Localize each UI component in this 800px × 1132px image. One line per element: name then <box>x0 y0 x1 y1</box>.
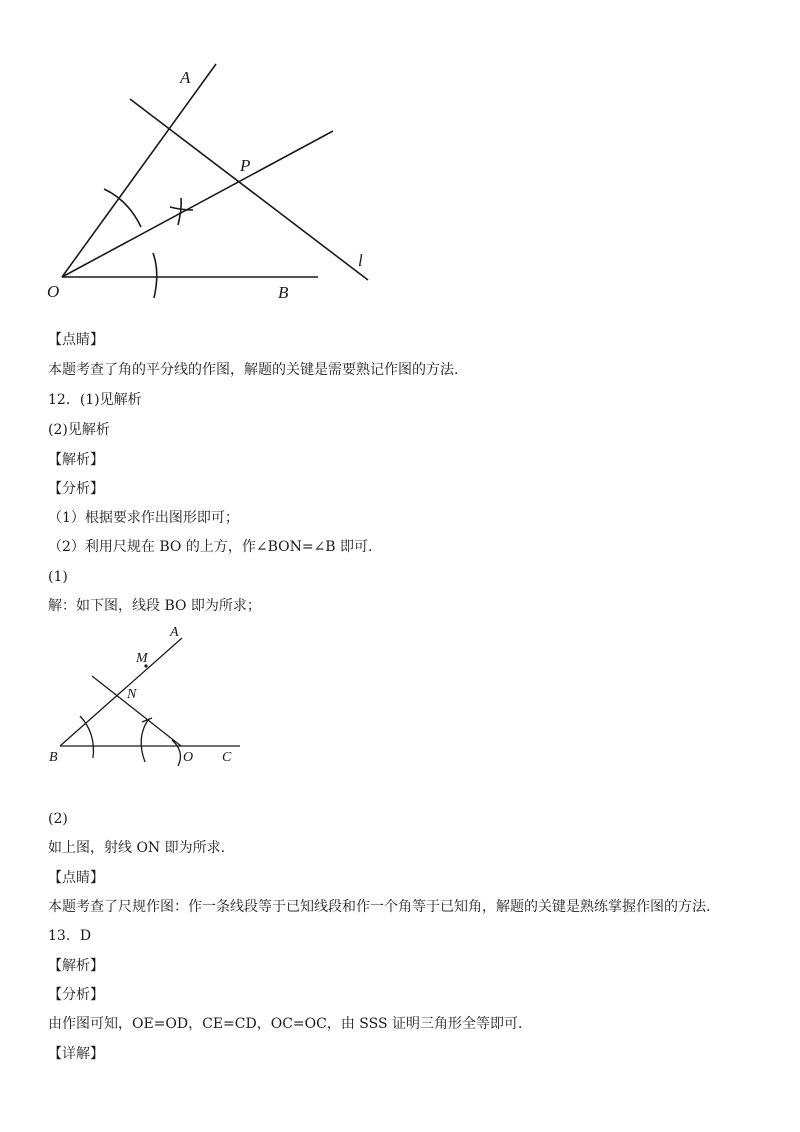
line-l <box>130 99 368 280</box>
jiexi-heading-2: 【解析】 <box>48 958 104 974</box>
label-B: B <box>49 750 58 765</box>
fenxi-heading-2: 【分析】 <box>48 987 104 1003</box>
summary-text-2: 本题考查了尺规作图：作一条线段等于已知线段和作一个角等于已知角，解题的关键是熟练掌握作图的方法. <box>48 899 711 915</box>
summary-text-1: 本题考查了角的平分线的作图，解题的关键是需要熟记作图的方法. <box>48 362 459 378</box>
ray-OA <box>62 64 216 277</box>
question-13: 13．D <box>48 928 92 944</box>
question-12-part1: 12．(1)见解析 <box>48 392 142 408</box>
label-A: A <box>180 68 191 87</box>
dianjing-heading-2: 【点睛】 <box>48 870 104 886</box>
figure-angle-bisector <box>0 0 800 310</box>
analysis-line-1: （1）根据要求作出图形即可； <box>48 510 239 526</box>
ray-BA <box>60 638 182 746</box>
dianjing-heading-1: 【点睛】 <box>48 332 104 348</box>
arc-at-O <box>141 720 148 762</box>
jiexi-heading-1: 【解析】 <box>48 452 104 468</box>
part-2-label: (2) <box>48 811 68 827</box>
label-O: O <box>47 282 60 301</box>
label-l: l <box>358 251 363 270</box>
intersect-arc-2 <box>178 198 181 225</box>
label-B: B <box>278 283 289 302</box>
label-O: O <box>183 750 194 765</box>
label-P: P <box>240 156 251 175</box>
fenxi-heading-1: 【分析】 <box>48 481 104 497</box>
figure1-lines <box>62 64 368 298</box>
part-1-label: (1) <box>48 569 68 585</box>
figure-angle-copy <box>0 620 800 780</box>
label-C: C <box>222 750 232 765</box>
bisector-ray <box>62 131 333 277</box>
analysis-line-3: 由作图可知，OE=OD，CE=CD，OC=OC，由 SSS 证明三角形全等即可. <box>48 1016 523 1032</box>
answer-line-2: 如上图，射线 ON 即为所求. <box>48 840 226 856</box>
arc-on-OA <box>104 189 141 227</box>
label-N: N <box>127 687 137 702</box>
xiangjie-heading: 【详解】 <box>48 1046 104 1062</box>
ray-ON <box>92 676 181 746</box>
arc-on-OB <box>153 253 157 298</box>
answer-line-1: 解：如下图，线段 BO 即为所求； <box>48 598 261 614</box>
label-M: M <box>136 651 148 666</box>
analysis-line-2: （2）利用尺规在 BO 的上方，作∠BON=∠B 即可. <box>48 539 373 555</box>
label-A: A <box>170 625 179 640</box>
question-12-part2: (2)见解析 <box>48 422 110 438</box>
